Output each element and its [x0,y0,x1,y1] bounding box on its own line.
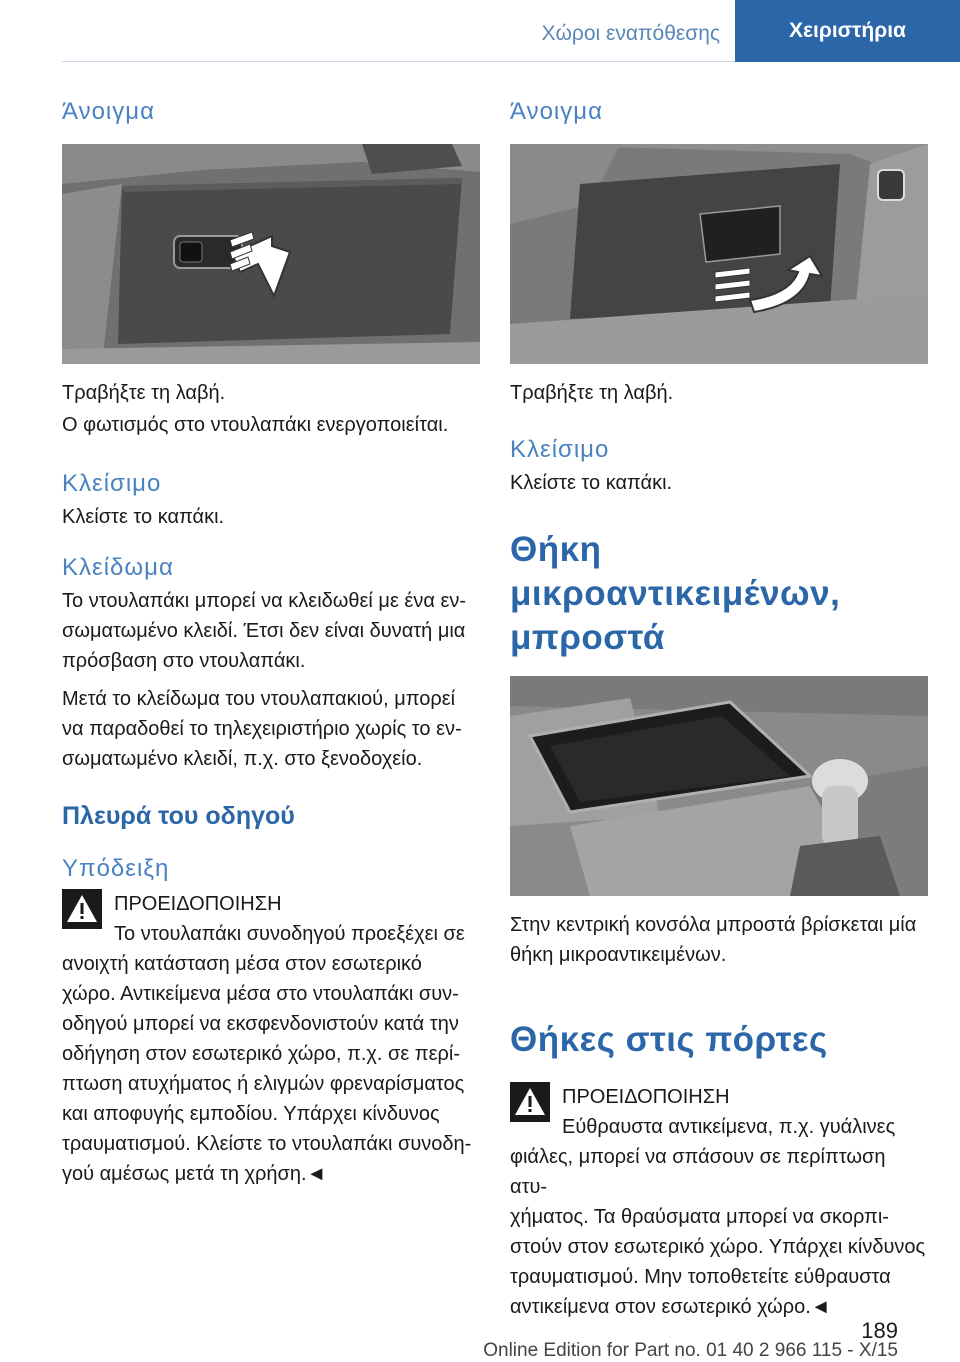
warning-triangle-icon [62,889,102,929]
warning-line7: και αποφυγής εμποδίου. Υπάρχει κίνδυνος [62,1103,440,1125]
heading-close-right: Κλείσιμο [510,436,610,463]
text-close-lid: Κλείστε το καπάκι. [62,506,225,528]
heading-door-pockets: Θήκες στις πόρτες [510,1020,828,1059]
page-number: 189 [861,1318,898,1343]
heading-tray-line2: μπροστά [510,618,665,657]
warning-line9: γού αμέσως μετά τη χρήση.◄ [62,1163,327,1185]
warning-fragile [510,1082,928,1322]
warning-right-line4: στούν στον εσωτερικό χώρο. Υπάρχει κίνδυνος [510,1236,926,1258]
text-lock-2-line2: να παραδοθεί το τηλεχειριστήριο χωρίς το εν- [62,718,462,740]
center-console-tray-illustration [510,676,928,896]
heading-tray-line1: Θήκη μικροαντικειμένων, [510,530,841,613]
warning-line3: χώρο. Αντικείμενα μέσα στο ντουλαπάκι συν- [62,983,459,1005]
warning-triangle-icon [510,1082,550,1122]
heading-close: Κλείσιμο [62,470,162,497]
warning-line1: Το ντουλαπάκι συνοδηγού προεξέχει σε [114,923,465,945]
glovebox-handle-illustration [510,144,928,364]
text-close-lid-right: Κλείστε το καπάκι. [510,472,673,494]
glovebox-open-illustration [62,144,480,364]
warning-line4: οδηγού μπορεί να εκσφενδονιστούν κατά την [62,1013,459,1035]
text-pull-handle-right: Τραβήξτε τη λαβή. [510,382,674,404]
text-lock-2-line3: σωματωμένο κλειδί, π.χ. στο ξενοδοχείο. [62,748,423,770]
warning-right-line1: Εύθραυστα αντικείμενα, π.χ. γυάλινες [562,1116,896,1138]
chapter-tab[interactable]: Χειριστήρια [735,0,960,62]
heading-note: Υπόδειξη [62,855,170,882]
warning-right-line5: τραυματισμού. Μην τοποθετείτε εύθραυστα [510,1266,891,1288]
text-lock-1-line3: πρόσβαση στο ντουλαπάκι. [62,650,306,672]
left-column [62,98,480,1189]
text-pull-handle: Τραβήξτε τη λαβή. [62,382,226,404]
section-tab[interactable]: Χώροι εναπόθεσης [541,22,720,45]
warning-label: ΠΡΟΕΙΔΟΠΟΙΗΣΗ [114,893,282,915]
text-light-on: Ο φωτισμός στο ντουλαπάκι ενεργοποιείται. [62,414,449,436]
warning-right-line2: φιάλες, μπορεί να σπάσουν σε περίπτωση ατυ- [510,1146,886,1198]
warning-label-right: ΠΡΟΕΙΔΟΠΟΙΗΣΗ [562,1086,730,1108]
right-column [510,98,928,1322]
warning-line5: οδήγηση στον εσωτερικό χώρο, π.χ. σε περί- [62,1043,460,1065]
heading-open-right: Άνοιγμα [510,98,603,125]
text-lock-2-line1: Μετά το κλείδωμα του ντουλαπακιού, μπορεί [62,688,456,710]
warning-line6: πτωση ατυχήματος ή ελιγμών φρεναρίσματος [62,1073,465,1095]
text-tray-line2: θήκη μικροαντικειμένων. [510,944,727,966]
warning-right-line3: χήματος. Τα θραύσματα μπορεί να σκορπι- [510,1206,889,1228]
edition-note: Online Edition for Part no. 01 40 2 966 115 - X/15 [483,1340,898,1361]
text-tray-line1: Στην κεντρική κονσόλα μπροστά βρίσκεται μία [510,914,917,936]
page-header [0,0,960,62]
heading-driver-side: Πλευρά του οδηγού [62,802,295,830]
warning-line8: τραυματισμού. Κλείστε το ντουλαπάκι συνοδη- [62,1133,472,1155]
warning-right-line6: αντικείμενα στον εσωτερικό χώρο.◄ [510,1296,831,1318]
text-lock-1-line2: σωματωμένο κλειδί. Έτσι δεν είναι δυνατή μια [62,620,466,642]
heading-lock: Κλείδωμα [62,554,174,581]
warning-line2: ανοιχτή κατάσταση μέσα στον εσωτερικό [62,953,422,975]
text-lock-1-line1: Το ντουλαπάκι μπορεί να κλειδωθεί με ένα εν- [62,590,467,612]
warning-glovebox [62,889,480,1189]
heading-open: Άνοιγμα [62,98,155,125]
